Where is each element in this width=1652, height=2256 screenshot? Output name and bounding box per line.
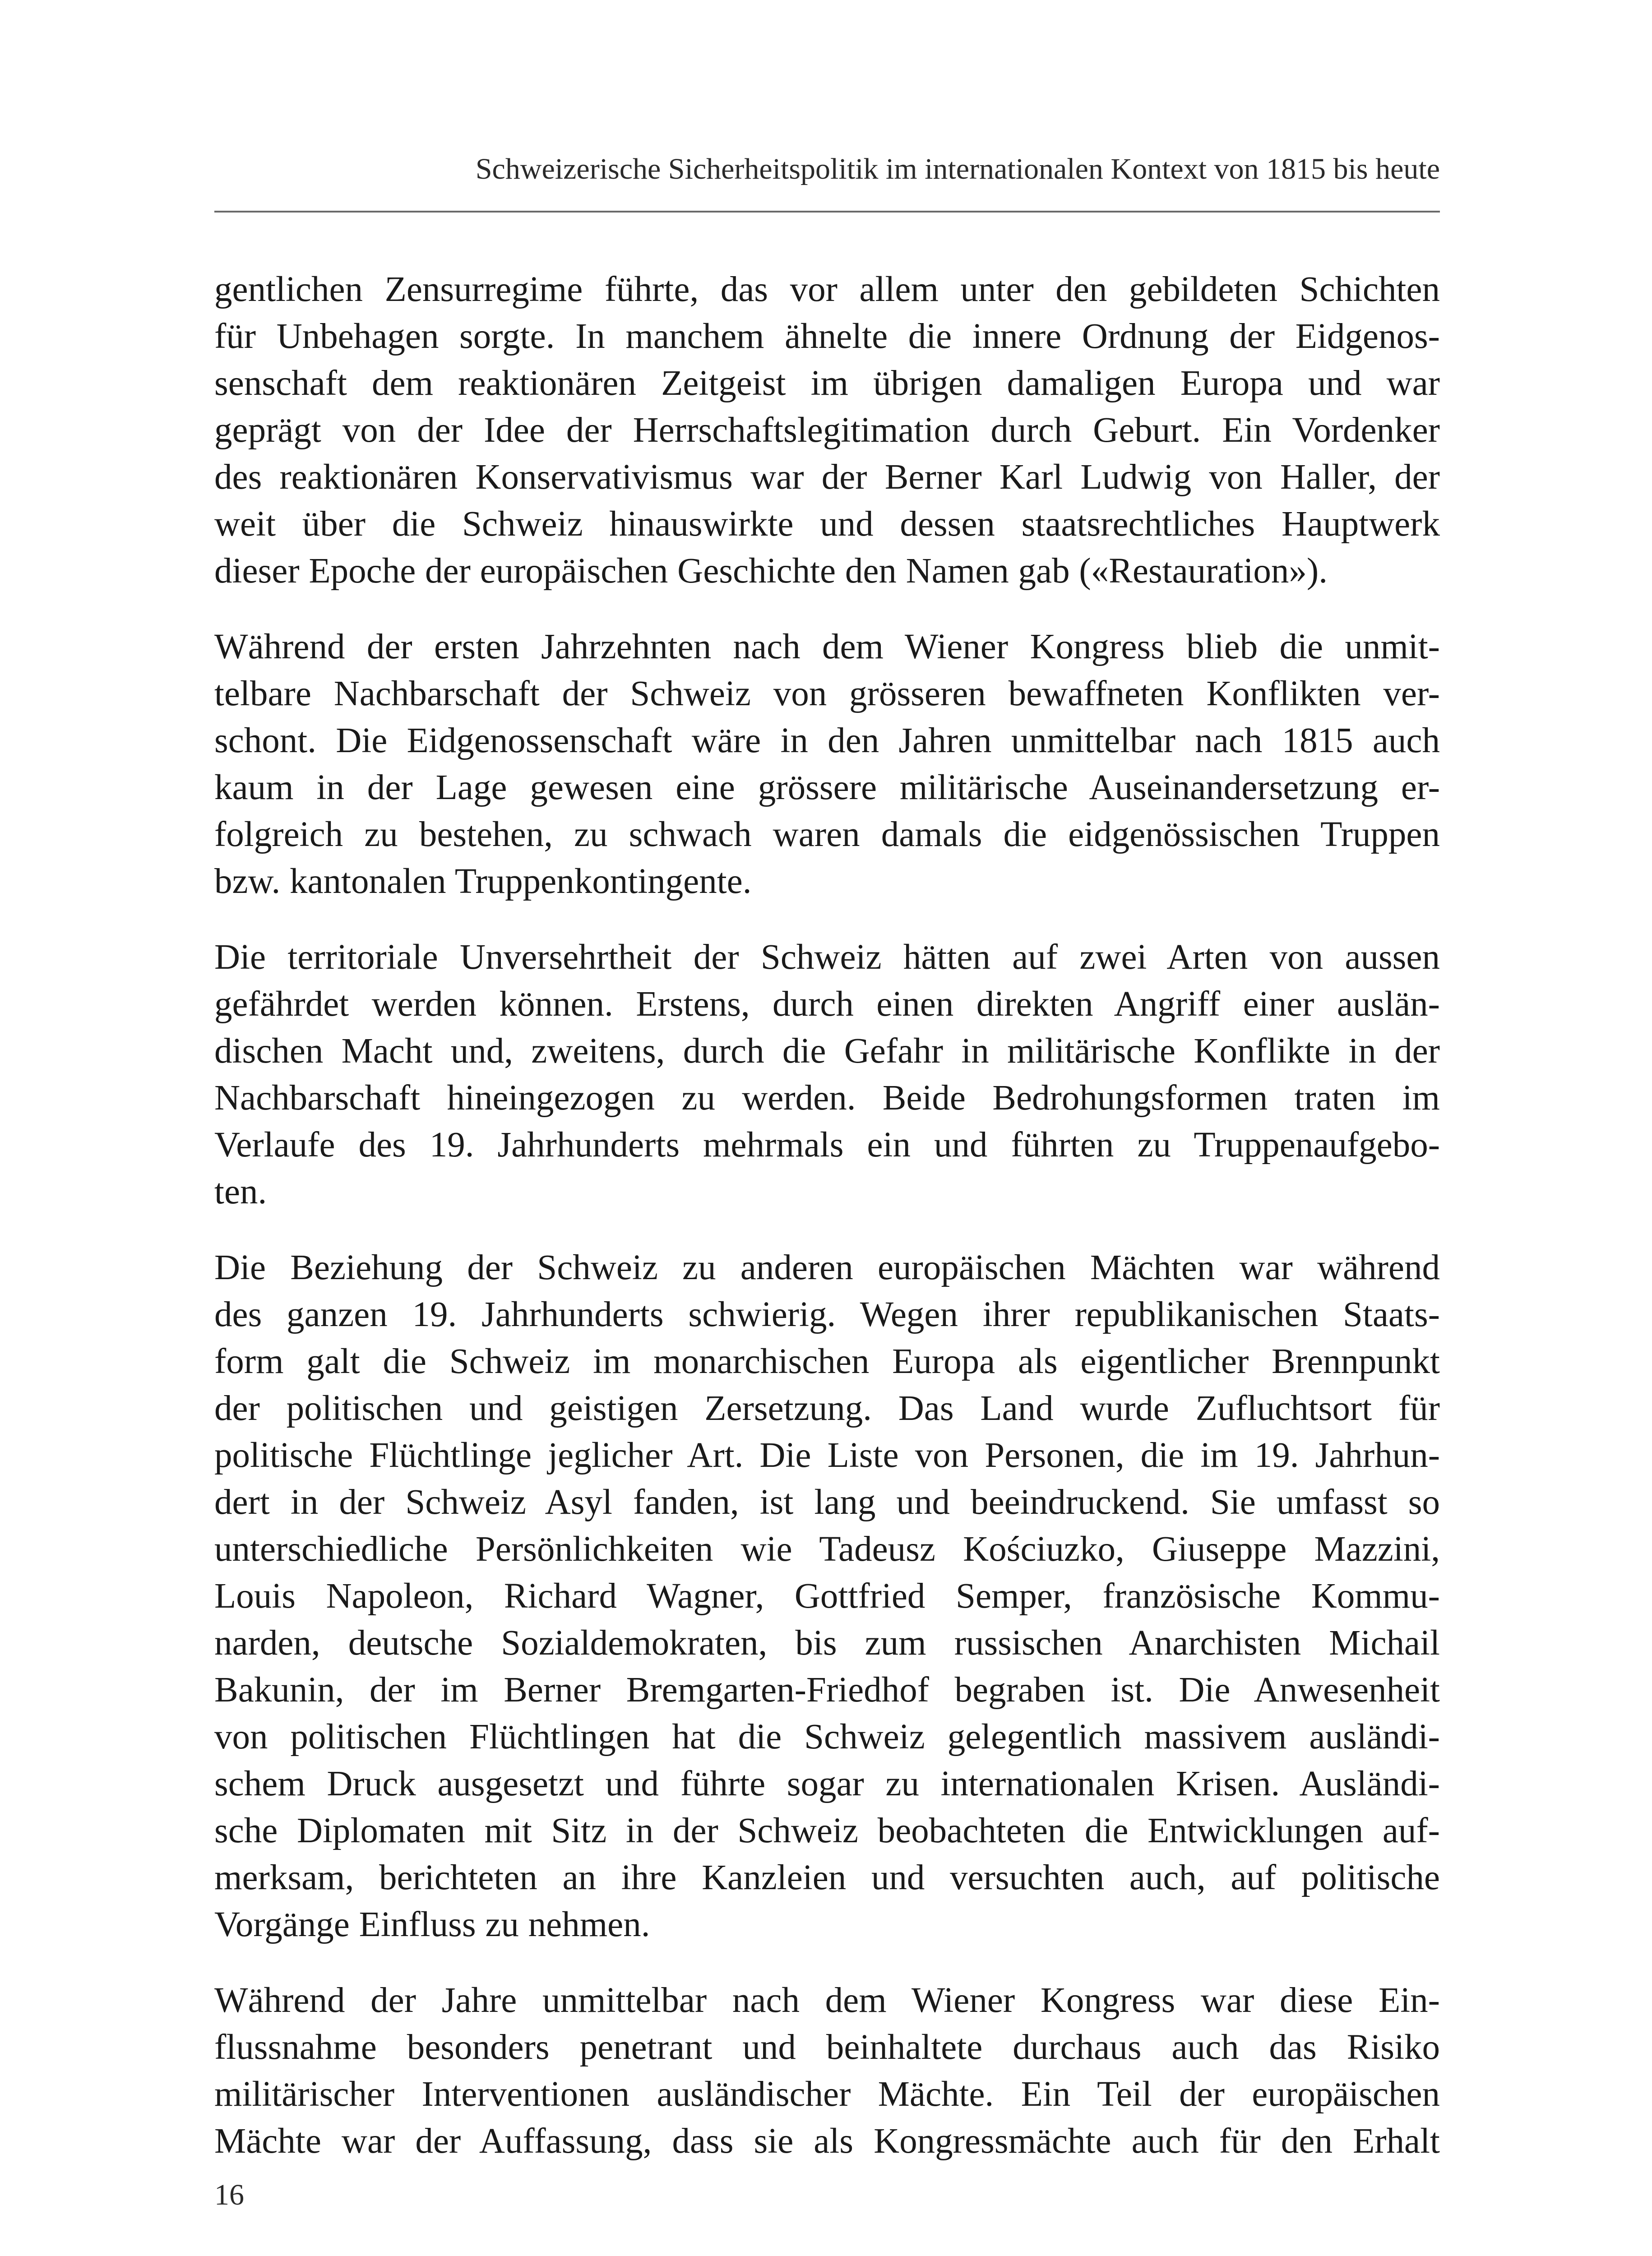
text-line: flussnahme besonders penetrant und beinhaltete durchaus auch das Risiko: [214, 2028, 1440, 2067]
text-line: dert in der Schweiz Asyl fanden, ist lang und beeindruckend. Sie umfasst so: [214, 1483, 1440, 1522]
text-line: ten.: [214, 1172, 267, 1211]
text-line: des ganzen 19. Jahrhunderts schwierig. Wegen ihrer republikanischen Staats-: [214, 1295, 1440, 1334]
paragraph-2: [214, 624, 1440, 905]
text-line: Die territoriale Unversehrtheit der Schweiz hätten auf zwei Arten von aussen: [214, 938, 1440, 977]
paragraph-3: [214, 934, 1440, 1216]
text-line: Louis Napoleon, Richard Wagner, Gottfried Semper, französische Kommu-: [214, 1576, 1440, 1616]
text-line: unterschiedliche Persönlichkeiten wie Tadeusz Kościuzko, Giuseppe Mazzini,: [214, 1530, 1440, 1569]
text-line: Bakunin, der im Berner Bremgarten-Friedhof begraben ist. Die Anwesenheit: [214, 1670, 1440, 1710]
text-line: gentlichen Zensurregime führte, das vor allem unter den gebildeten Schichten: [214, 270, 1440, 309]
text-line: gefährdet werden können. Erstens, durch einen direkten Angriff einer auslän-: [214, 985, 1440, 1024]
text-line: schem Druck ausgesetzt und führte sogar zu internationalen Krisen. Ausländi-: [214, 1764, 1440, 1803]
text-line: für Unbehagen sorgte. In manchem ähnelte die innere Ordnung der Eidgenos-: [214, 317, 1440, 356]
text-line: telbare Nachbarschaft der Schweiz von grösseren bewaffneten Konflikten ver-: [214, 674, 1440, 713]
text-line: kaum in der Lage gewesen eine grössere militärische Auseinandersetzung er-: [214, 768, 1440, 807]
text-line: bzw. kantonalen Truppenkontingente.: [214, 862, 752, 901]
paragraph-1: [214, 266, 1440, 595]
text-line: Verlaufe des 19. Jahrhunderts mehrmals ein und führten zu Truppenaufgebo-: [214, 1125, 1440, 1165]
text-line: dieser Epoche der europäischen Geschichte den Namen gab («Restauration»).: [214, 551, 1328, 591]
text-line: dischen Macht und, zweitens, durch die Gefahr in militärische Konflikte in der: [214, 1031, 1440, 1071]
text-line: Die Beziehung der Schweiz zu anderen europäischen Mächten war während: [214, 1248, 1440, 1287]
text-line: von politischen Flüchtlingen hat die Schweiz gelegentlich massivem ausländi-: [214, 1717, 1440, 1757]
text-line: Mächte war der Auffassung, dass sie als Kongressmächte auch für den Erhalt: [214, 2122, 1440, 2161]
paragraph-4: [214, 1244, 1440, 1948]
header-rule: [214, 211, 1440, 213]
text-line: geprägt von der Idee der Herrschaftslegitimation durch Geburt. Ein Vordenker: [214, 411, 1440, 450]
text-line: des reaktionären Konservativismus war der Berner Karl Ludwig von Haller, der: [214, 458, 1440, 497]
text-line: militärischer Interventionen ausländischer Mächte. Ein Teil der europäischen: [214, 2075, 1440, 2114]
text-line: politische Flüchtlinge jeglicher Art. Die Liste von Personen, die im 19. Jahrhun-: [214, 1436, 1440, 1475]
paragraph-5: [214, 1977, 1440, 2165]
body-text: [214, 266, 1440, 2194]
text-line: merksam, berichteten an ihre Kanzleien und versuchten auch, auf politische: [214, 1858, 1440, 1897]
running-header: Schweizerische Sicherheitspolitik im internationalen Kontext von 1815 bis heute: [475, 153, 1440, 185]
text-line: weit über die Schweiz hinauswirkte und dessen staatsrechtliches Hauptwerk: [214, 504, 1440, 544]
text-line: form galt die Schweiz im monarchischen Europa als eigentlicher Brennpunkt: [214, 1342, 1440, 1381]
text-line: der politischen und geistigen Zersetzung. Das Land wurde Zufluchtsort für: [214, 1389, 1440, 1428]
text-line: schont. Die Eidgenossenschaft wäre in den Jahren unmittelbar nach 1815 auch: [214, 721, 1440, 760]
text-line: Nachbarschaft hineingezogen zu werden. Beide Bedrohungsformen traten im: [214, 1078, 1440, 1118]
text-line: narden, deutsche Sozialdemokraten, bis zum russischen Anarchisten Michail: [214, 1623, 1440, 1663]
text-line: sche Diplomaten mit Sitz in der Schweiz beobachteten die Entwicklungen auf-: [214, 1811, 1440, 1850]
text-line: Während der Jahre unmittelbar nach dem Wiener Kongress war diese Ein-: [214, 1981, 1440, 2020]
text-line: Vorgänge Einfluss zu nehmen.: [214, 1905, 650, 1944]
text-line: senschaft dem reaktionären Zeitgeist im übrigen damaligen Europa und war: [214, 364, 1440, 403]
text-line: Während der ersten Jahrzehnten nach dem Wiener Kongress blieb die unmit-: [214, 627, 1440, 666]
text-line: folgreich zu bestehen, zu schwach waren damals die eidgenössischen Truppen: [214, 815, 1440, 854]
page-number: 16: [214, 2178, 244, 2211]
